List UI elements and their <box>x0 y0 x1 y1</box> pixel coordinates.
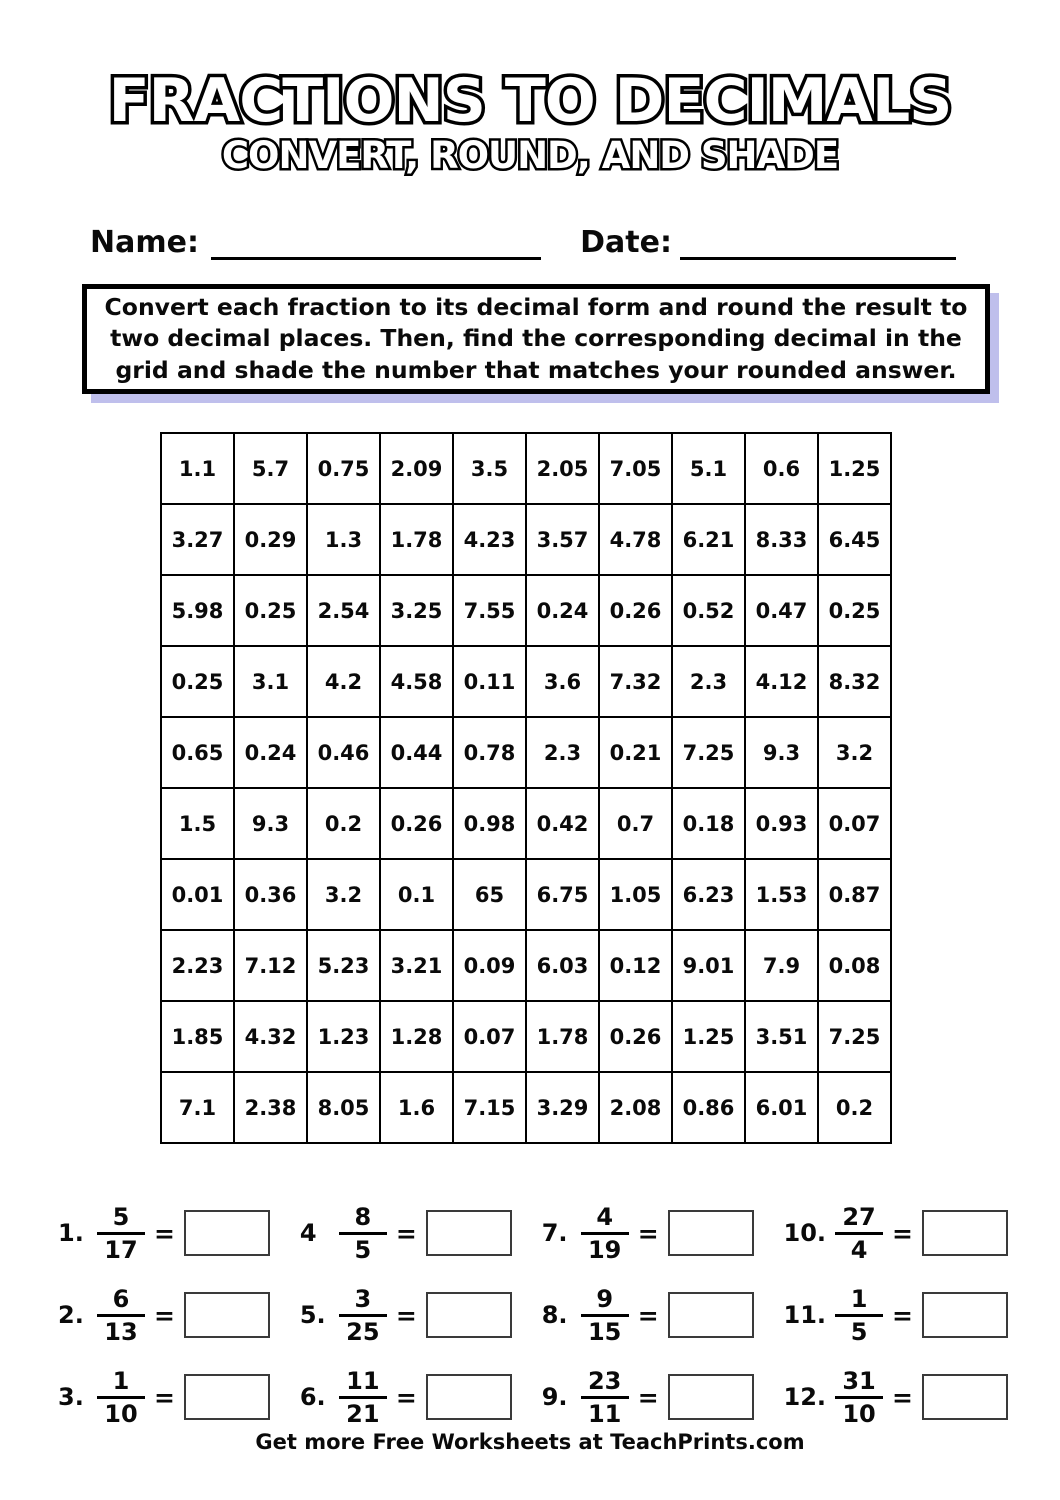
grid-cell[interactable]: 0.26 <box>380 788 453 859</box>
fraction-denominator: 10 <box>104 1399 138 1428</box>
grid-cell[interactable]: 0.78 <box>453 717 526 788</box>
equals-sign: = <box>637 1300 659 1330</box>
grid-cell[interactable]: 0.09 <box>453 930 526 1001</box>
grid-cell[interactable]: 3.2 <box>307 859 380 930</box>
problem-number: 7. <box>541 1219 568 1247</box>
grid-cell[interactable]: 9.01 <box>672 930 745 1001</box>
fraction <box>339 1284 387 1346</box>
fraction <box>97 1284 145 1346</box>
footer <box>0 1430 1060 1454</box>
problems-column <box>784 1202 1008 1428</box>
grid-row <box>161 646 891 717</box>
grid-cell[interactable]: 0.47 <box>745 575 818 646</box>
answer-box[interactable] <box>426 1292 512 1338</box>
problems-column <box>542 1202 758 1428</box>
equals-sign: = <box>637 1382 659 1412</box>
instructions-box <box>82 284 990 394</box>
fraction <box>581 1284 629 1346</box>
answer-box[interactable] <box>922 1292 1008 1338</box>
grid-cell[interactable]: 4.2 <box>307 646 380 717</box>
fraction-bar <box>835 1314 883 1317</box>
problem-number: 4 <box>299 1219 317 1247</box>
grid-cell[interactable]: 0.25 <box>161 646 234 717</box>
grid-cell[interactable]: 6.75 <box>526 859 599 930</box>
answer-box[interactable] <box>922 1210 1008 1256</box>
name-date-row <box>90 224 956 260</box>
fraction-bar <box>835 1396 883 1399</box>
grid-cell[interactable]: 1.1 <box>161 433 234 504</box>
problem-8 <box>542 1284 758 1346</box>
fraction-denominator: 4 <box>850 1235 868 1264</box>
fraction-bar <box>339 1314 387 1317</box>
grid-cell[interactable]: 0.24 <box>234 717 307 788</box>
fraction-numerator: 5 <box>112 1202 130 1231</box>
decimal-grid <box>160 432 892 1144</box>
problem-9 <box>542 1366 758 1428</box>
grid-cell[interactable]: 5.7 <box>234 433 307 504</box>
fraction <box>835 1366 883 1428</box>
fraction-numerator: 6 <box>112 1284 130 1313</box>
grid-cell[interactable]: 1.05 <box>599 859 672 930</box>
grid-cell[interactable]: 0.44 <box>380 717 453 788</box>
grid-cell[interactable]: 3.57 <box>526 504 599 575</box>
answer-box[interactable] <box>668 1374 754 1420</box>
problem-number: 5. <box>299 1301 326 1329</box>
grid-cell[interactable]: 7.32 <box>599 646 672 717</box>
grid-cell[interactable]: 0.65 <box>161 717 234 788</box>
fraction-bar <box>97 1314 145 1317</box>
fraction-bar <box>97 1396 145 1399</box>
grid-cell[interactable]: 6.45 <box>818 504 891 575</box>
grid-cell[interactable]: 7.15 <box>453 1072 526 1143</box>
grid-cell[interactable]: 7.25 <box>818 1001 891 1072</box>
problem-number: 6. <box>299 1383 326 1411</box>
problem-number: 10. <box>783 1219 827 1247</box>
problem-number: 3. <box>58 1383 84 1411</box>
grid-row <box>161 575 891 646</box>
fraction <box>835 1284 883 1346</box>
fraction <box>835 1202 883 1264</box>
problem-number: 11. <box>783 1301 827 1329</box>
grid-cell[interactable]: 0.46 <box>307 717 380 788</box>
grid-cell[interactable]: 65 <box>453 859 526 930</box>
grid-cell[interactable]: 0.52 <box>672 575 745 646</box>
grid-row <box>161 717 891 788</box>
grid-cell[interactable]: 5.1 <box>672 433 745 504</box>
fraction-denominator: 11 <box>587 1399 622 1428</box>
problem-4 <box>300 1202 516 1264</box>
grid-cell[interactable]: 3.29 <box>526 1072 599 1143</box>
grid-cell[interactable]: 6.21 <box>672 504 745 575</box>
grid-cell[interactable]: 0.87 <box>818 859 891 930</box>
name-label: Name: <box>90 225 199 260</box>
grid-row <box>161 504 891 575</box>
grid-cell[interactable]: 1.78 <box>380 504 453 575</box>
problems-column <box>300 1202 516 1428</box>
grid-cell[interactable]: 0.12 <box>599 930 672 1001</box>
fraction-numerator: 3 <box>354 1284 372 1313</box>
grid-cell[interactable]: 2.3 <box>672 646 745 717</box>
grid-cell[interactable]: 2.09 <box>380 433 453 504</box>
grid-cell[interactable]: 3.27 <box>161 504 234 575</box>
grid-cell[interactable]: 0.42 <box>526 788 599 859</box>
grid-cell[interactable]: 0.7 <box>599 788 672 859</box>
problem-number: 12. <box>783 1383 827 1411</box>
grid-cell[interactable]: 0.2 <box>307 788 380 859</box>
equals-sign: = <box>395 1300 417 1330</box>
grid-cell[interactable]: 0.98 <box>453 788 526 859</box>
problem-6 <box>300 1366 516 1428</box>
equals-sign: = <box>395 1382 417 1412</box>
grid-cell[interactable]: 0.93 <box>745 788 818 859</box>
grid-cell[interactable]: 3.1 <box>234 646 307 717</box>
grid-cell[interactable]: 1.6 <box>380 1072 453 1143</box>
grid-cell[interactable]: 4.12 <box>745 646 818 717</box>
grid-cell[interactable]: 2.08 <box>599 1072 672 1143</box>
grid-cell[interactable]: 0.08 <box>818 930 891 1001</box>
grid-cell[interactable]: 1.3 <box>307 504 380 575</box>
problem-number: 9. <box>541 1383 568 1411</box>
problems-column <box>58 1202 274 1428</box>
grid-cell[interactable]: 7.9 <box>745 930 818 1001</box>
grid-cell[interactable]: 3.2 <box>818 717 891 788</box>
grid-cell[interactable]: 2.38 <box>234 1072 307 1143</box>
answer-box[interactable] <box>184 1292 270 1338</box>
grid-cell[interactable]: 3.6 <box>526 646 599 717</box>
fraction-bar <box>581 1232 629 1235</box>
grid-cell[interactable]: 7.55 <box>453 575 526 646</box>
grid-row <box>161 859 891 930</box>
equals-sign: = <box>892 1218 913 1248</box>
grid-cell[interactable]: 7.12 <box>234 930 307 1001</box>
problems-section <box>58 1202 1008 1428</box>
date-label: Date: <box>580 225 672 260</box>
grid-cell[interactable]: 2.54 <box>307 575 380 646</box>
answer-box[interactable] <box>184 1210 270 1256</box>
grid-cell[interactable]: 3.51 <box>745 1001 818 1072</box>
grid-cell[interactable]: 0.07 <box>818 788 891 859</box>
grid-cell[interactable]: 0.11 <box>453 646 526 717</box>
grid-cell[interactable]: 4.23 <box>453 504 526 575</box>
problem-number: 1. <box>58 1219 84 1247</box>
instructions-text: Convert each fraction to its decimal form and round the result to two decimal places. Then, find the corresponding decimal in the grid and shade the number that matches your rounded answer. <box>104 292 968 384</box>
grid-cell[interactable]: 2.23 <box>161 930 234 1001</box>
problem-12 <box>784 1366 1008 1428</box>
grid-cell[interactable]: 0.25 <box>234 575 307 646</box>
grid-cell[interactable]: 0.26 <box>599 1001 672 1072</box>
grid-cell[interactable]: 7.25 <box>672 717 745 788</box>
fraction <box>581 1202 629 1264</box>
equals-sign: = <box>892 1300 913 1330</box>
equals-sign: = <box>892 1382 913 1412</box>
fraction-denominator: 15 <box>587 1317 622 1346</box>
date-field <box>580 224 956 260</box>
grid-cell[interactable]: 6.23 <box>672 859 745 930</box>
grid-cell[interactable]: 2.05 <box>526 433 599 504</box>
grid-cell[interactable]: 4.78 <box>599 504 672 575</box>
fraction <box>581 1366 629 1428</box>
problem-11 <box>784 1284 1008 1346</box>
fraction-bar <box>581 1314 629 1317</box>
grid-cell[interactable]: 3.21 <box>380 930 453 1001</box>
grid-cell[interactable]: 8.33 <box>745 504 818 575</box>
fraction-numerator: 11 <box>346 1366 380 1395</box>
fraction-numerator: 23 <box>587 1366 622 1395</box>
fraction-bar <box>97 1232 145 1235</box>
grid-cell[interactable]: 0.86 <box>672 1072 745 1143</box>
grid-cell[interactable]: 8.32 <box>818 646 891 717</box>
grid-cell[interactable]: 5.23 <box>307 930 380 1001</box>
grid-cell[interactable]: 3.5 <box>453 433 526 504</box>
name-input-line[interactable] <box>211 224 541 260</box>
answer-box[interactable] <box>184 1374 270 1420</box>
grid-cell[interactable]: 0.1 <box>380 859 453 930</box>
grid-cell[interactable]: 0.21 <box>599 717 672 788</box>
fraction <box>339 1366 387 1428</box>
fraction-denominator: 25 <box>346 1317 380 1346</box>
fraction <box>97 1202 145 1264</box>
grid-cell[interactable]: 5.98 <box>161 575 234 646</box>
problem-5 <box>300 1284 516 1346</box>
date-input-line[interactable] <box>680 224 956 260</box>
grid-cell[interactable]: 7.05 <box>599 433 672 504</box>
answer-box[interactable] <box>922 1374 1008 1420</box>
fraction-denominator: 13 <box>104 1317 138 1346</box>
problem-number: 8. <box>541 1301 568 1329</box>
grid-cell[interactable]: 1.85 <box>161 1001 234 1072</box>
fraction-bar <box>581 1396 629 1399</box>
equals-sign: = <box>637 1218 659 1248</box>
grid-row <box>161 930 891 1001</box>
grid-cell[interactable]: 0.6 <box>745 433 818 504</box>
grid-cell[interactable]: 1.78 <box>526 1001 599 1072</box>
grid-cell[interactable]: 0.25 <box>818 575 891 646</box>
grid-cell[interactable]: 4.58 <box>380 646 453 717</box>
problem-2 <box>58 1284 274 1346</box>
fraction-denominator: 5 <box>354 1235 372 1264</box>
name-field <box>90 224 541 260</box>
grid-cell[interactable]: 0.07 <box>453 1001 526 1072</box>
fraction-bar <box>339 1232 387 1235</box>
fraction-numerator: 8 <box>354 1202 372 1231</box>
grid-cell[interactable]: 1.25 <box>818 433 891 504</box>
fraction-denominator: 5 <box>850 1317 868 1346</box>
grid-cell[interactable]: 0.18 <box>672 788 745 859</box>
fraction-numerator: 31 <box>842 1366 876 1395</box>
grid-cell[interactable]: 1.25 <box>672 1001 745 1072</box>
grid-cell[interactable]: 0.29 <box>234 504 307 575</box>
answer-box[interactable] <box>426 1210 512 1256</box>
grid-cell[interactable]: 8.05 <box>307 1072 380 1143</box>
title-block <box>0 66 1060 177</box>
equals-sign: = <box>154 1300 175 1330</box>
fraction-numerator: 1 <box>112 1366 130 1395</box>
fraction-denominator: 17 <box>104 1235 138 1264</box>
page-title: FRACTIONS TO DECIMALS <box>108 66 952 136</box>
fraction-numerator: 9 <box>596 1284 614 1313</box>
problem-3 <box>58 1366 274 1428</box>
fraction <box>97 1366 145 1428</box>
fraction <box>339 1202 387 1264</box>
grid-cell[interactable]: 6.01 <box>745 1072 818 1143</box>
grid-cell[interactable]: 1.28 <box>380 1001 453 1072</box>
fraction-numerator: 1 <box>850 1284 868 1313</box>
grid-cell[interactable]: 6.03 <box>526 930 599 1001</box>
grid-cell[interactable]: 0.24 <box>526 575 599 646</box>
grid-row <box>161 1072 891 1143</box>
problem-1 <box>58 1202 274 1264</box>
grid-cell[interactable]: 0.75 <box>307 433 380 504</box>
problem-10 <box>784 1202 1008 1264</box>
grid-cell[interactable]: 0.36 <box>234 859 307 930</box>
equals-sign: = <box>154 1218 175 1248</box>
equals-sign: = <box>154 1382 175 1412</box>
grid-cell[interactable]: 3.25 <box>380 575 453 646</box>
grid-cell[interactable]: 1.23 <box>307 1001 380 1072</box>
grid-cell[interactable]: 4.32 <box>234 1001 307 1072</box>
grid-row <box>161 433 891 504</box>
grid-cell[interactable]: 2.3 <box>526 717 599 788</box>
page-subtitle: CONVERT, ROUND, AND SHADE <box>221 134 839 177</box>
fraction-bar <box>339 1396 387 1399</box>
fraction-bar <box>835 1232 883 1235</box>
answer-box[interactable] <box>426 1374 512 1420</box>
grid-cell[interactable]: 0.01 <box>161 859 234 930</box>
problem-7 <box>542 1202 758 1264</box>
fraction-denominator: 10 <box>842 1399 876 1428</box>
equals-sign: = <box>395 1218 417 1248</box>
grid-cell[interactable]: 7.1 <box>161 1072 234 1143</box>
grid-row <box>161 1001 891 1072</box>
fraction-denominator: 21 <box>346 1399 380 1428</box>
answer-box[interactable] <box>668 1210 754 1256</box>
answer-box[interactable] <box>668 1292 754 1338</box>
grid-cell[interactable]: 9.3 <box>234 788 307 859</box>
grid-cell[interactable]: 1.5 <box>161 788 234 859</box>
grid-cell[interactable]: 9.3 <box>745 717 818 788</box>
grid-cell[interactable]: 0.26 <box>599 575 672 646</box>
fraction-numerator: 4 <box>596 1202 614 1231</box>
fraction-denominator: 19 <box>587 1235 622 1264</box>
footer-text: Get more Free Worksheets at TeachPrints.com <box>255 1430 805 1454</box>
grid-row <box>161 788 891 859</box>
fraction-numerator: 27 <box>842 1202 876 1231</box>
grid-cell[interactable]: 1.53 <box>745 859 818 930</box>
grid-cell[interactable]: 0.2 <box>818 1072 891 1143</box>
problem-number: 2. <box>58 1301 84 1329</box>
